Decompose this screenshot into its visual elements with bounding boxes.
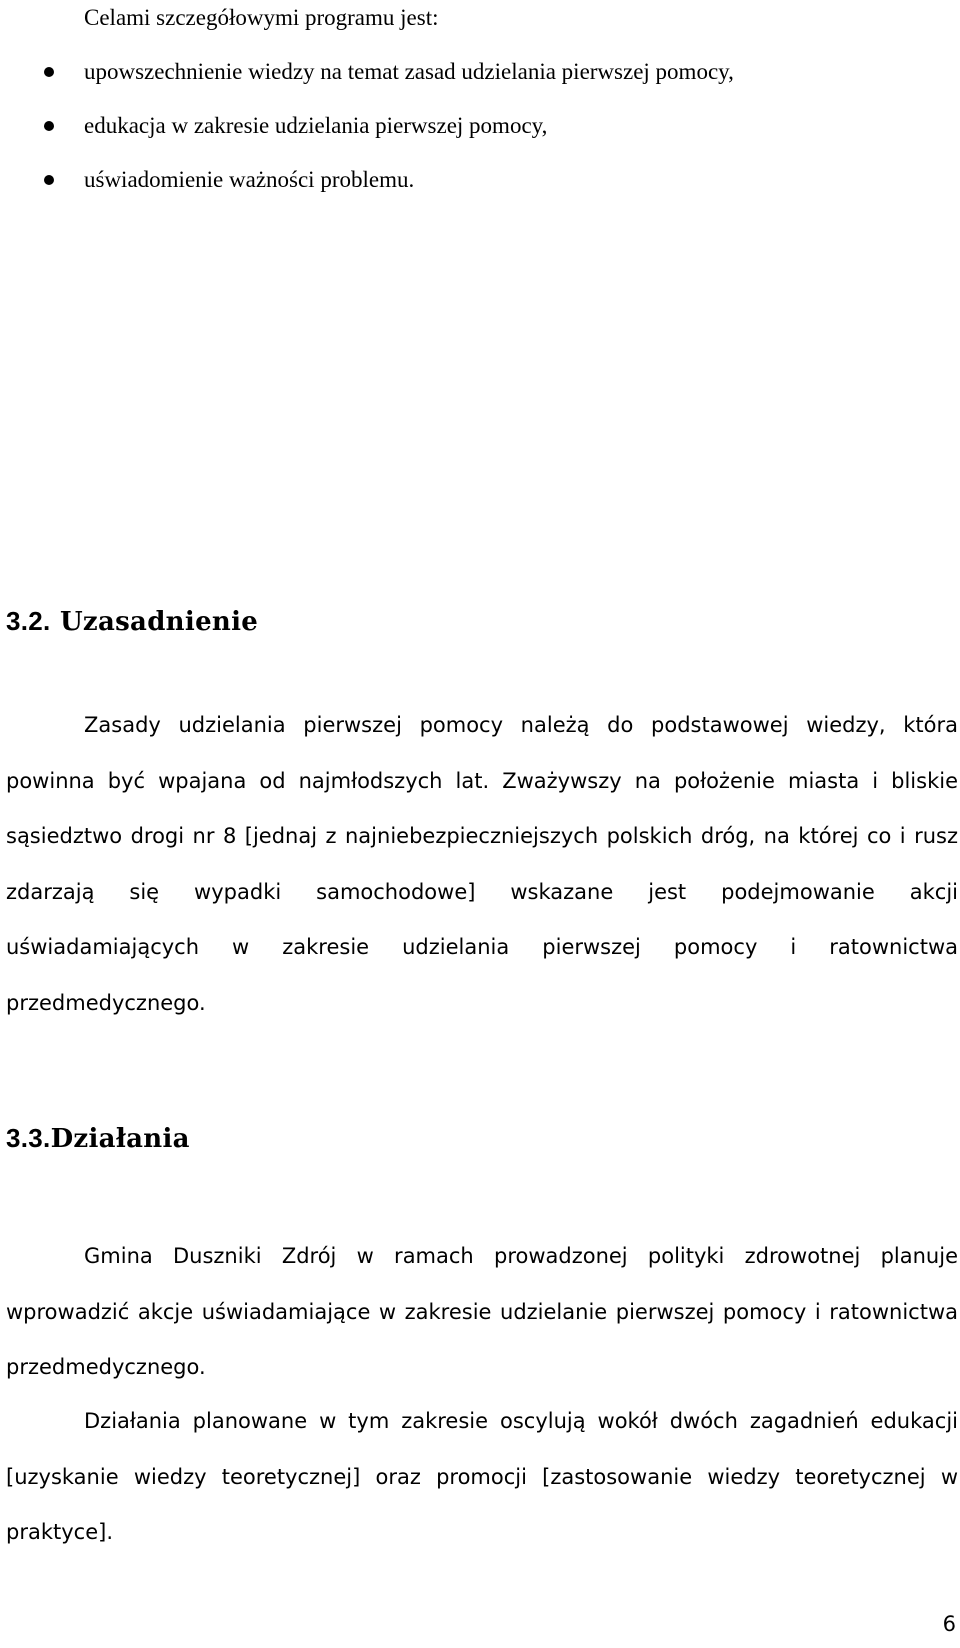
- section-paragraph: Zasady udzielania pierwszej pomocy należą do podstawowej wiedzy, która powinna być wpajana od najmłodszych lat. Zważywszy na położenie miasta i bliskie sąsiedztwo drogi nr 8 [jednaj z najniebezpieczniejszych polskich dróg, na której co i rusz zdarzają się wypadki samochodowe] wskazane jest podejmowanie akcji uświadamiających w zakresie udzielania pierwszej pomocy i ratownictwa przedmedycznego.: [6, 713, 958, 1015]
- section-paragraph: Gmina Duszniki Zdrój w ramach prowadzonej polityki zdrowotnej planuje wprowadzić akcje uświadamiające w zakresie udzielanie pierwszej pomocy i ratownictwa przedmedycznego.: [6, 1244, 958, 1379]
- bullet-icon: [44, 121, 54, 131]
- section-number: 3.2.: [6, 606, 51, 636]
- list-item: [0, 56, 960, 110]
- list-item: [0, 164, 960, 218]
- goals-list: [0, 56, 960, 218]
- list-item-text: upowszechnienie wiedzy na temat zasad udzielania pierwszej pomocy,: [84, 59, 734, 84]
- section-heading-dzialania: [6, 1120, 190, 1157]
- section-title: Działania: [50, 1124, 190, 1154]
- list-item-text: edukacja w zakresie udzielania pierwszej pomocy,: [84, 113, 548, 138]
- bullet-icon: [44, 67, 54, 77]
- list-item: [0, 110, 960, 164]
- intro-text: Celami szczegółowymi programu jest:: [84, 5, 439, 30]
- page-number: 6: [942, 1612, 956, 1636]
- section-paragraph: Działania planowane w tym zakresie oscylują wokół dwóch zagadnień edukacji [uzyskanie wiedzy teoretycznej] oraz promocji [zastosowanie wiedzy teoretycznej w praktyce].: [6, 1409, 958, 1544]
- list-item-text: uświadomienie ważności problemu.: [84, 167, 415, 192]
- section-title: Uzasadnienie: [59, 607, 259, 637]
- section-heading-uzasadnienie: [6, 603, 258, 640]
- section-number: 3.3.: [6, 1123, 51, 1153]
- bullet-icon: [44, 175, 54, 185]
